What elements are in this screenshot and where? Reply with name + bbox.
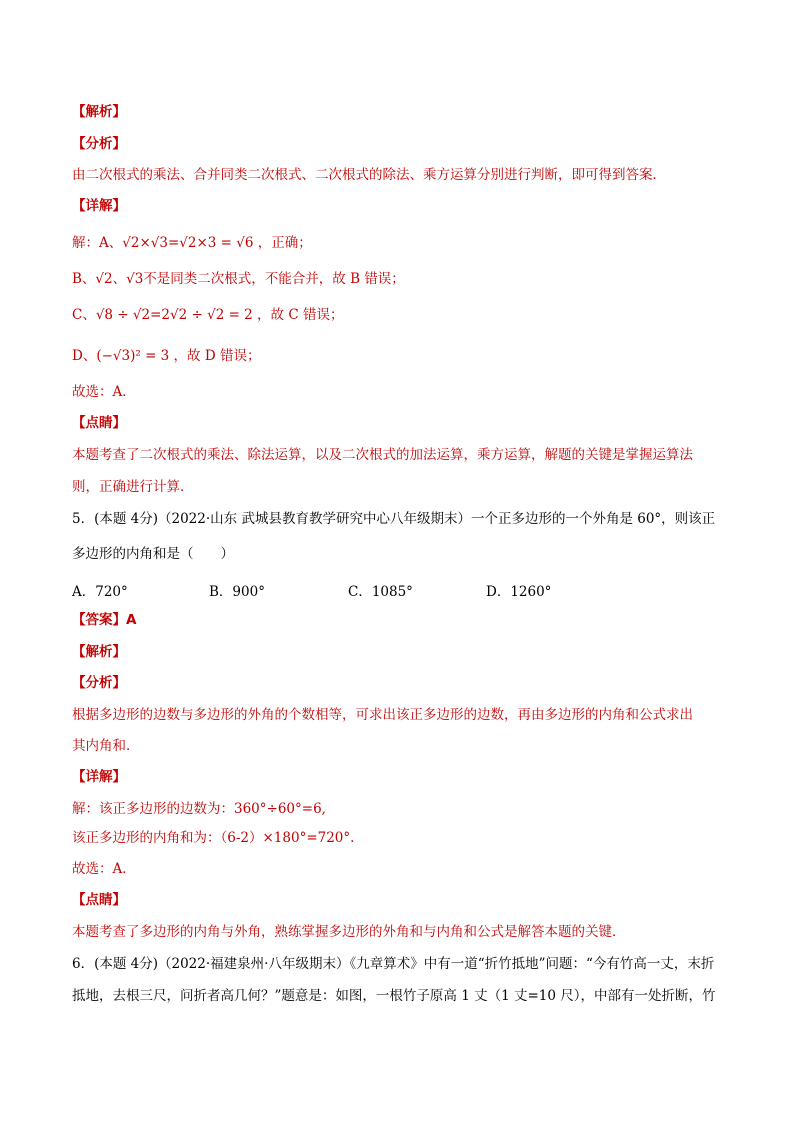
q5-fenxi-heading: 【分析】 [72, 675, 126, 691]
comment-line-2: 则，正确进行计算． [72, 479, 194, 495]
section-fenxi-heading: 【分析】 [72, 136, 126, 152]
q5-analysis-line-1: 根据多边形的边数与多边形的外角的个数相等，可求出该正多边形的边数，再由多边形的内角和公式求出 [72, 707, 693, 723]
option-d: D．1260° [486, 584, 552, 600]
solution-a: 解：A、√2×√3=√2×3 = √6 ，正确； [72, 235, 312, 251]
q5-dianjing-heading: 【点睛】 [72, 892, 126, 908]
analysis-text: 由二次根式的乘法、合并同类二次根式、二次根式的除法、乘方运算分别进行判断，即可得到答案． [72, 167, 666, 183]
q5-solution-line-1: 解：该正多边形的边数为：360°÷60°=6, [72, 801, 326, 817]
question-6-line-1: 6．(本题 4分)（2022·福建泉州·八年级期末）《九章算术》中有一道“折竹抵地”问题：“今有竹高一丈，末折 [72, 956, 715, 972]
solution-c: C、√8 ÷ √2=2√2 ÷ √2 = 2 ，故 C 错误； [72, 307, 344, 323]
q5-xiangjie-heading: 【详解】 [72, 769, 126, 785]
section-dianjing-heading: 【点睛】 [72, 415, 126, 431]
solution-d: D、(−√3)² = 3 ，故 D 错误； [72, 348, 261, 364]
question-6-line-2: 抵地，去根三尺，问折者高几何？”题意是：如图，一根竹子原高 1 丈（1 丈=10 尺），中部有一处折断，竹 [72, 988, 716, 1004]
solution-b: B、√2、√3不是同类二次根式，不能合并，故 B 错误； [72, 271, 405, 287]
option-a: A．720° [72, 584, 128, 600]
question-5-line-1: 5．(本题 4分)（2022·山东 武城县教育教学研究中心八年级期末）一个正多边形的一个外角是 60°，则该正 [72, 511, 716, 527]
comment-line-1: 本题考查了二次根式的乘法、除法运算，以及二次根式的加法运算，乘方运算，解题的关键是掌握运算法 [72, 447, 693, 463]
choose-answer: 故选：A． [72, 384, 136, 400]
q5-jiexi-heading: 【解析】 [72, 644, 126, 660]
option-b: B．900° [209, 584, 265, 600]
answer-heading: 【答案】A [72, 612, 137, 628]
q5-solution-line-2: 该正多边形的内角和为：（6-2）×180°=720°. [72, 830, 355, 846]
question-5-line-2: 多边形的内角和是（ ） [72, 546, 234, 562]
q5-analysis-line-2: 其内角和． [72, 738, 140, 754]
section-jiexi-heading: 【解析】 [72, 104, 126, 120]
question-5-options [72, 580, 722, 598]
q5-choose-answer: 故选：A． [72, 861, 136, 877]
section-xiangjie-heading: 【详解】 [72, 198, 126, 214]
option-c: C．1085° [348, 584, 413, 600]
q5-comment: 本题考查了多边形的内角与外角，熟练掌握多边形的外角和与内角和公式是解答本题的关键． [72, 924, 626, 940]
